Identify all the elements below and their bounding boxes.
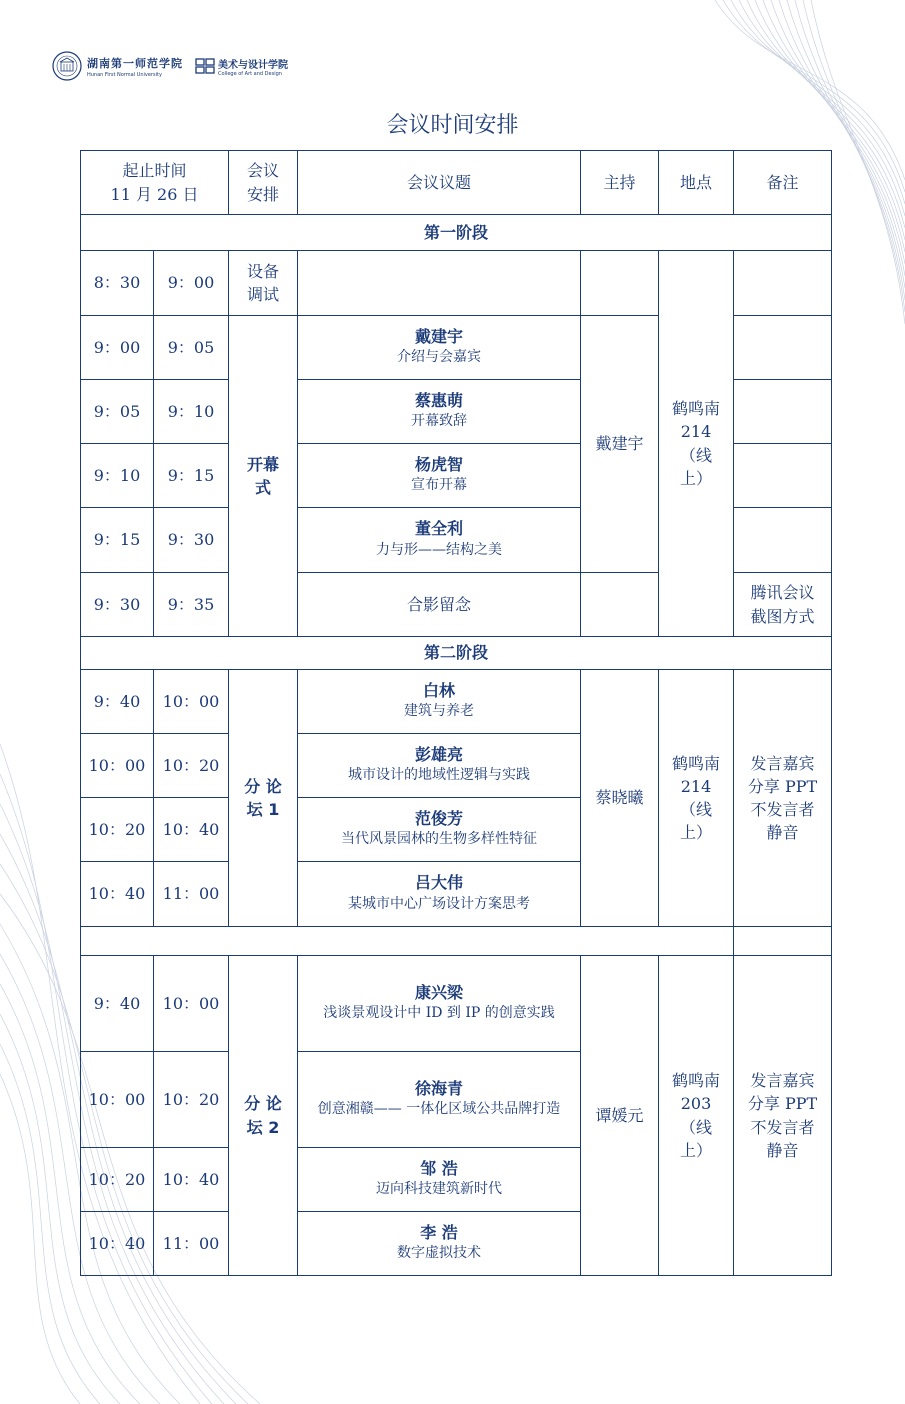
forum2-notes: [734, 956, 832, 1276]
topic-cell: [298, 956, 581, 1052]
notes-cell: [734, 316, 832, 380]
table-row: [81, 670, 832, 734]
note-line1: 腾讯会议: [750, 583, 815, 603]
talk-topic: 浅谈景观设计中 ID 到 IP 的创意实践: [323, 1005, 555, 1022]
notes-cell: [734, 444, 832, 508]
place-line3: （线: [680, 1117, 713, 1137]
speaker-name: 董全利: [415, 519, 464, 539]
forum2-session: [229, 956, 298, 1276]
forum2-place: [659, 956, 734, 1276]
end-time: 9：00: [154, 251, 229, 316]
note-line1: 发言嘉宾: [750, 1071, 815, 1091]
note-line1: 发言嘉宾: [750, 753, 815, 773]
place-line2: 214: [680, 422, 712, 442]
table-row: [81, 251, 832, 316]
start-time: 9：00: [81, 316, 154, 380]
college-name-en: College of Art and Design: [218, 70, 282, 77]
place-line2: 203: [680, 1094, 712, 1114]
header-time-cell: [81, 151, 229, 215]
topic-cell: [298, 1052, 581, 1148]
end-time: 9：35: [154, 573, 229, 637]
schedule-table: [80, 150, 832, 1276]
header-time-label: 起止时间: [122, 161, 187, 181]
header-place: 地点: [659, 151, 734, 215]
end-time: 9：05: [154, 316, 229, 380]
university-seal-icon: [52, 51, 82, 81]
note-line4: 静音: [766, 823, 799, 843]
header-arrange-cell: [229, 151, 298, 215]
session-line2: 坛 1: [246, 800, 280, 819]
place-line3: （线: [680, 800, 713, 819]
start-time: 10：20: [81, 1148, 154, 1212]
notes-cell: [734, 573, 832, 637]
start-time: 9：10: [81, 444, 154, 508]
place-line1: 鹤鸣南: [672, 1071, 721, 1091]
place-line3: （线: [680, 445, 713, 465]
end-time: 10：00: [154, 670, 229, 734]
speaker-name: 白林: [423, 680, 456, 700]
speaker-name: 杨虎智: [415, 454, 464, 474]
session-line1: 分 论: [244, 1094, 282, 1114]
note-line2: 分享 PPT: [747, 776, 818, 796]
end-time: 10：40: [154, 1148, 229, 1212]
end-time: 9：30: [154, 508, 229, 573]
header-date: 11 月 26 日: [110, 184, 199, 204]
separator-row: [81, 927, 832, 956]
note-line4: 静音: [766, 1140, 799, 1160]
speaker-name: 李 浩: [420, 1222, 458, 1242]
opening-session: [229, 316, 298, 637]
start-time: 9：15: [81, 508, 154, 573]
separator-notes-cell: [734, 927, 832, 956]
end-time: 10：20: [154, 1052, 229, 1148]
end-time: 11：00: [154, 1212, 229, 1276]
topic-cell: [298, 508, 581, 573]
arrange-cell: [229, 251, 298, 316]
notes-cell: [734, 380, 832, 444]
stage1-row: [81, 215, 832, 251]
header-notes: 备注: [734, 151, 832, 215]
host-cell: [581, 251, 659, 316]
speaker-name: 吕大伟: [415, 873, 464, 893]
start-time: 9：30: [81, 573, 154, 637]
end-time: 10：00: [154, 956, 229, 1052]
speaker-name: 戴建宇: [415, 326, 464, 346]
topic-cell: [298, 1148, 581, 1212]
place-line2: 214: [680, 776, 712, 796]
talk-topic: 宣布开幕: [411, 477, 468, 494]
page-title: 会议时间安排: [386, 113, 519, 138]
notes-cell: [734, 251, 832, 316]
topic-cell: [298, 380, 581, 444]
arrange-line2: 调试: [247, 285, 280, 304]
session-line2: 坛 2: [246, 1117, 280, 1137]
start-time: 9：40: [81, 956, 154, 1052]
topic-cell: [298, 670, 581, 734]
talk-topic: 城市设计的地域性逻辑与实践: [348, 767, 531, 784]
talk-topic: 介绍与会嘉宾: [397, 349, 482, 366]
stage1-place: [659, 251, 734, 637]
start-time: 10：20: [81, 798, 154, 862]
topic-cell: [298, 316, 581, 380]
college-name-cn: 美术与设计学院: [218, 59, 288, 71]
speaker-name: 蔡惠萌: [415, 390, 464, 410]
note-line2: 截图方式: [750, 606, 815, 626]
talk-topic: 数字虚拟技术: [397, 1245, 482, 1262]
topic-cell: 合影留念: [298, 573, 581, 637]
topic-cell: [298, 734, 581, 798]
forum1-host: 蔡晓曦: [581, 670, 659, 927]
start-time: 8：30: [81, 251, 154, 316]
topic-cell: [298, 251, 581, 316]
start-time: 10：00: [81, 1052, 154, 1148]
topic-cell: [298, 1212, 581, 1276]
place-line4: 上）: [680, 468, 713, 488]
session-line2: 式: [255, 478, 272, 497]
start-time: 9：05: [81, 380, 154, 444]
header-topic: 会议议题: [298, 151, 581, 215]
session-line1: 开幕: [247, 454, 280, 474]
talk-topic: 建筑与养老: [404, 703, 475, 720]
header-host: 主持: [581, 151, 659, 215]
end-time: 9：10: [154, 380, 229, 444]
session-line1: 分 论: [244, 776, 282, 796]
note-line3: 不发言者: [750, 800, 815, 819]
topic-cell: [298, 444, 581, 508]
topic-cell: [298, 798, 581, 862]
talk-topic: 开幕致辞: [411, 413, 468, 430]
talk-topic: 创意湘赣—— 一体化区域公共品牌打造: [317, 1101, 561, 1118]
header-arrange-line2: 安排: [247, 184, 280, 204]
table-row: [81, 956, 832, 1052]
talk-topic: 迈向科技建筑新时代: [376, 1181, 503, 1198]
speaker-name: 邹 浩: [420, 1158, 458, 1178]
header-arrange-line1: 会议: [247, 161, 280, 181]
start-time: 10：40: [81, 1212, 154, 1276]
university-name-en: Hunan First Normal University: [87, 71, 162, 78]
talk-topic: 力与形——结构之美: [376, 541, 503, 558]
college-mark-icon: [195, 58, 215, 74]
speaker-name: 彭雄亮: [415, 744, 464, 764]
end-time: 11：00: [154, 862, 229, 927]
note-line3: 不发言者: [750, 1117, 815, 1137]
end-time: 10：20: [154, 734, 229, 798]
end-time: 9：15: [154, 444, 229, 508]
place-line4: 上）: [680, 1140, 713, 1160]
start-time: 10：00: [81, 734, 154, 798]
speaker-name: 范俊芳: [415, 808, 464, 828]
separator-cell: [81, 927, 734, 956]
note-line2: 分享 PPT: [747, 1094, 818, 1114]
topic-cell: [298, 862, 581, 927]
stage1-label: 第一阶段: [81, 215, 832, 251]
forum2-host: 谭媛元: [581, 956, 659, 1276]
place-line4: 上）: [680, 823, 713, 843]
university-name: [87, 55, 183, 78]
arrange-line1: 设备: [247, 261, 280, 281]
end-time: 10：40: [154, 798, 229, 862]
place-line1: 鹤鸣南: [672, 753, 721, 773]
college-logo: [195, 56, 288, 77]
start-time: 10：40: [81, 862, 154, 927]
talk-topic: 某城市中心广场设计方案思考: [348, 895, 531, 912]
forum1-notes: [734, 670, 832, 927]
start-time: 9：40: [81, 670, 154, 734]
university-name-cn: 湖南第一师范学院: [87, 56, 183, 70]
place-line1: 鹤鸣南: [672, 399, 721, 419]
forum1-session: [229, 670, 298, 927]
speaker-name: 康兴梁: [415, 982, 464, 1002]
stage2-row: [81, 637, 832, 670]
speaker-name: 徐海青: [415, 1078, 464, 1098]
talk-topic: 当代风景园林的生物多样性特征: [341, 831, 538, 848]
table-header-row: [81, 151, 832, 215]
notes-cell: [734, 508, 832, 573]
stage1-host: 戴建宇: [581, 316, 659, 573]
header: [52, 46, 288, 86]
host-cell: [581, 573, 659, 637]
stage2-label: 第二阶段: [81, 637, 832, 670]
forum1-place: [659, 670, 734, 927]
